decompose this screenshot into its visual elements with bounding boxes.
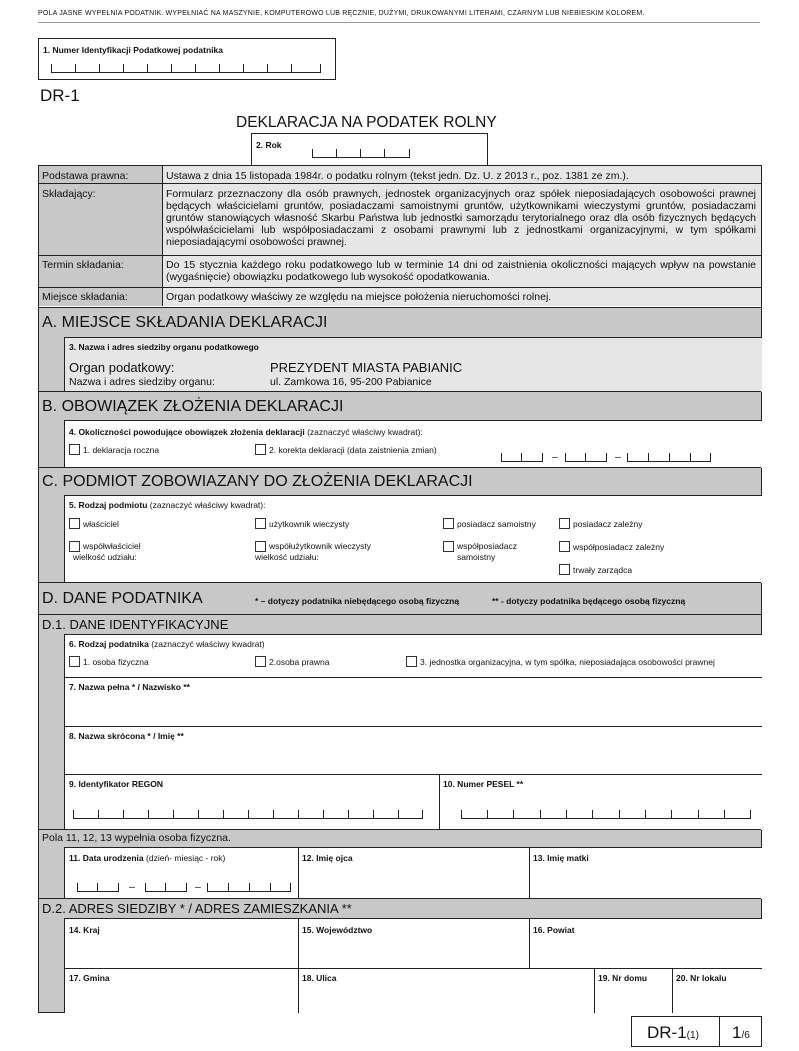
form-code: DR-1 [40, 86, 80, 105]
section-d-note-1: * – dotyczy podatnika niebędącego osobą fizyczną [255, 596, 460, 606]
legal-person-checkbox[interactable] [255, 656, 266, 667]
birth-month-input[interactable] [145, 884, 187, 892]
option-correction[interactable] [255, 444, 437, 455]
owner-label: właściciel [83, 518, 119, 529]
perpetual-user-label: użytkownik wieczysty [269, 518, 350, 529]
organizational-unit-label: 3. jednostka organizacyjna, w tym spółka, nieposiadająca osobowości prawnej [420, 656, 715, 667]
father-name-label: 12. Imię ojca [302, 853, 353, 863]
co-autonomous-holder-checkbox[interactable] [443, 541, 454, 552]
correction-checkbox[interactable] [255, 444, 266, 455]
info-label-filer: Składający: [42, 188, 96, 200]
d1-title: D.1. DANE IDENTYFIKACYJNE [42, 617, 229, 632]
entity-type-hint: (zaznaczyć właściwy kwadrat): [149, 500, 266, 510]
street-input[interactable] [299, 984, 594, 1012]
birth-date-label: 11. Data urodzenia [69, 853, 144, 863]
voivodeship-input[interactable] [299, 937, 529, 967]
option-natural-person[interactable] [69, 656, 149, 667]
page-number-current: 1 [732, 1023, 742, 1042]
co-owner-share-label: wielkość udziału: [73, 552, 137, 562]
option-co-owner[interactable] [69, 541, 141, 563]
circumstances-hint: (zaznaczyć właściwy kwadrat): [307, 427, 423, 437]
birth-parents-box [64, 847, 762, 899]
nip-input[interactable] [51, 65, 321, 73]
perpetual-user-checkbox[interactable] [255, 518, 266, 529]
date-dash-2: – [615, 451, 621, 463]
section-c-title: C. PODMIOT ZOBOWIAZANY DO ZŁOŻENIA DEKLARACJI [42, 473, 473, 490]
pesel-label: 10. Numer PESEL ** [443, 779, 524, 789]
organizational-unit-checkbox[interactable] [406, 656, 417, 667]
co-dependent-holder-label: współposiadacz zależny [573, 541, 665, 552]
birth-day-input[interactable] [77, 884, 119, 892]
apartment-number-input[interactable] [673, 984, 762, 1012]
country-label: 14. Kraj [69, 925, 100, 935]
birth-dash-1: – [129, 881, 135, 893]
street-label: 18. Ulica [302, 973, 337, 983]
district-label: 16. Powiat [533, 925, 575, 935]
birth-dash-2: – [195, 881, 201, 893]
natural-person-label: 1. osoba fizyczna [83, 656, 149, 667]
taxpayer-type-hint: (zaznaczyć właściwy kwadrat) [151, 639, 265, 649]
birth-date-hint: (dzień- miesiąc - rok) [146, 853, 226, 863]
annual-checkbox[interactable] [69, 444, 80, 455]
organ-box [64, 337, 762, 392]
mother-name-label: 13. Imię matki [533, 853, 589, 863]
top-note: POLA JASNE WYPEŁNIA PODATNIK. WYPEŁNIAĆ NA MASZYNIE, KOMPUTEROWO LUB RĘCZNIE, DUŻYMI, DRUKOWANYMI LITERAMI, CZARNYM LUB NIEBIESKIM KOLOREM. [38, 10, 645, 17]
full-name-label: 7. Nazwa pełna * / Nazwisko ** [69, 682, 190, 692]
info-text-filer: Formularz przeznaczony dla osób prawnych, jednostek organizacyjnych oraz spółek nieposiadających osobowości prawnej będących właścicielami gruntów, posiadaczami samoistnymi gruntów, użytkownikami wieczystymi gruntów, posiadaczami gruntów stanowiących własność Skarbu Państwa lub jednostki samorządu terytorialnego oraz dla osób fizycznych będących współwłaścicielami lub współposiadaczami z osobami prawnymi lub z jednostkami organizacyjnymi, w tym spółkami nieposiadającymi osobowości prawnej. [166, 188, 756, 248]
circumstances-box [64, 420, 762, 468]
section-d-title: D. DANE PODATNIKA [42, 590, 203, 607]
voivodeship-label: 15. Województwo [302, 925, 373, 935]
option-perpetual-user[interactable] [255, 518, 349, 529]
nip-label: 1. Numer Identyfikacji Podatkowej podatnika [43, 45, 223, 55]
autonomous-holder-label: posiadacz samoistny [457, 518, 536, 529]
correction-month-input[interactable] [565, 454, 607, 462]
co-owner-checkbox[interactable] [69, 541, 80, 552]
option-dependent-holder[interactable] [559, 518, 642, 529]
co-autonomous-holder-label-2: samoistny [457, 552, 496, 562]
co-perpetual-user-label: współużytkownik wieczysty [269, 541, 372, 551]
regon-input[interactable] [73, 811, 423, 819]
co-owner-label: współwłaściciel [83, 541, 141, 551]
annual-label: 1. deklaracja roczna [83, 444, 160, 455]
organ-label: Organ podatkowy: [69, 360, 175, 375]
circumstances-label: 4. Okoliczności powodujące obowiązek złożenia deklaracji [69, 427, 305, 437]
info-text-basis: Ustawa z dnia 15 listopada 1984r. o podatku rolnym (tekst jedn. Dz. U. z 2013 r., poz. 1381 ze zm.). [166, 170, 629, 182]
country-input[interactable] [65, 937, 298, 967]
dependent-holder-checkbox[interactable] [559, 518, 570, 529]
year-label: 2. Rok [256, 140, 282, 150]
option-permanent-manager[interactable] [559, 564, 632, 575]
mother-name-input[interactable] [530, 864, 762, 898]
option-legal-person[interactable] [255, 656, 330, 667]
footer-box [631, 1016, 762, 1047]
year-input[interactable] [312, 150, 410, 158]
house-number-input[interactable] [595, 984, 672, 1012]
date-dash-1: – [552, 451, 558, 463]
house-number-label: 19. Nr domu [598, 973, 648, 983]
father-name-input[interactable] [299, 864, 529, 898]
info-label-deadline: Termin składania: [42, 259, 124, 271]
section-d-note-2: ** - dotyczy podatnika będącego osobą fizyczną [492, 596, 686, 606]
pesel-input[interactable] [461, 811, 751, 819]
address-box [64, 918, 762, 1013]
district-input[interactable] [530, 937, 762, 967]
organ-address-value: ul. Zamkowa 16, 95-200 Pabianice [270, 376, 432, 388]
entity-type-label: 5. Rodzaj podmiotu [69, 500, 148, 510]
regon-label: 9. Identyfikator REGON [69, 779, 163, 789]
co-perpetual-user-share-label: wielkość udziału: [255, 552, 319, 562]
footer-code-text: DR-1 [647, 1023, 687, 1042]
physical-person-note: Pola 11, 12, 13 wypełnia osoba fizyczna. [42, 832, 231, 844]
correction-label: 2. korekta deklaracji (data zaistnienia zmian) [269, 444, 437, 455]
option-annual[interactable] [69, 444, 159, 455]
natural-person-checkbox[interactable] [69, 656, 80, 667]
short-name-label: 8. Nazwa skrócona * / Imię ** [69, 731, 184, 741]
birth-year-input[interactable] [207, 884, 291, 892]
page-number-total: /6 [741, 1030, 750, 1041]
dependent-holder-label: posiadacz zależny [573, 518, 643, 529]
info-label-place: Miejsce składania: [42, 291, 128, 303]
taxpayer-type-label: 6. Rodzaj podatnika [69, 639, 149, 649]
page-number [732, 1023, 750, 1043]
permanent-manager-checkbox[interactable] [559, 564, 570, 575]
option-co-perpetual-user[interactable] [255, 541, 371, 563]
organ-address-label: Nazwa i adres siedziby organu: [69, 376, 215, 388]
organ-value: PREZYDENT MIASTA PABIANIC [270, 360, 463, 375]
commune-input[interactable] [65, 984, 298, 1012]
d2-title: D.2. ADRES SIEDZIBY * / ADRES ZAMIESZKANIA ** [42, 901, 352, 916]
organ-field-label: 3. Nazwa i adres siedziby organu podatkowego [69, 342, 259, 352]
autonomous-holder-checkbox[interactable] [443, 518, 454, 529]
footer-code [647, 1023, 699, 1043]
apartment-number-label: 20. Nr lokalu [676, 973, 727, 983]
page-title: DEKLARACJA NA PODATEK ROLNY [236, 114, 497, 131]
co-dependent-holder-checkbox[interactable] [559, 541, 570, 552]
nip-box [38, 38, 336, 80]
identification-box [64, 634, 762, 830]
full-name-input[interactable] [65, 691, 762, 725]
info-text-place: Organ podatkowy właściwy ze względu na miejsce położenia nieruchomości rolnej. [166, 291, 552, 303]
correction-year-input[interactable] [627, 454, 711, 462]
option-autonomous-holder[interactable] [443, 518, 536, 529]
co-autonomous-holder-label: współposiadacz [457, 541, 518, 551]
permanent-manager-label: trwały zarządca [573, 564, 633, 575]
correction-day-input[interactable] [501, 454, 543, 462]
section-b-title: B. OBOWIĄZEK ZŁOŻENIA DEKLARACJI [42, 398, 344, 415]
commune-label: 17. Gmina [69, 973, 110, 983]
option-co-dependent-holder[interactable] [559, 541, 664, 552]
owner-checkbox[interactable] [69, 518, 80, 529]
entity-type-box [64, 495, 762, 583]
info-text-deadline: Do 15 stycznia każdego roku podatkowego lub w terminie 14 dni od zaistnienia okoliczności mających wpływ na powstanie (wygaśnięcie) obowiązku podatkowego lub wysokość opodatkowania. [166, 259, 756, 283]
option-co-autonomous-holder[interactable] [443, 541, 517, 563]
year-box [251, 133, 488, 166]
info-label-basis: Podstawa prawna: [42, 170, 129, 182]
short-name-input[interactable] [65, 741, 762, 773]
legal-person-label: 2.osoba prawna [269, 656, 330, 667]
section-a-title: A. MIEJSCE SKŁADANIA DEKLARACJI [42, 314, 328, 331]
option-organizational-unit[interactable] [406, 656, 715, 667]
option-owner[interactable] [69, 518, 119, 529]
footer-code-sub: (1) [686, 1030, 699, 1041]
co-perpetual-user-checkbox[interactable] [255, 541, 266, 552]
